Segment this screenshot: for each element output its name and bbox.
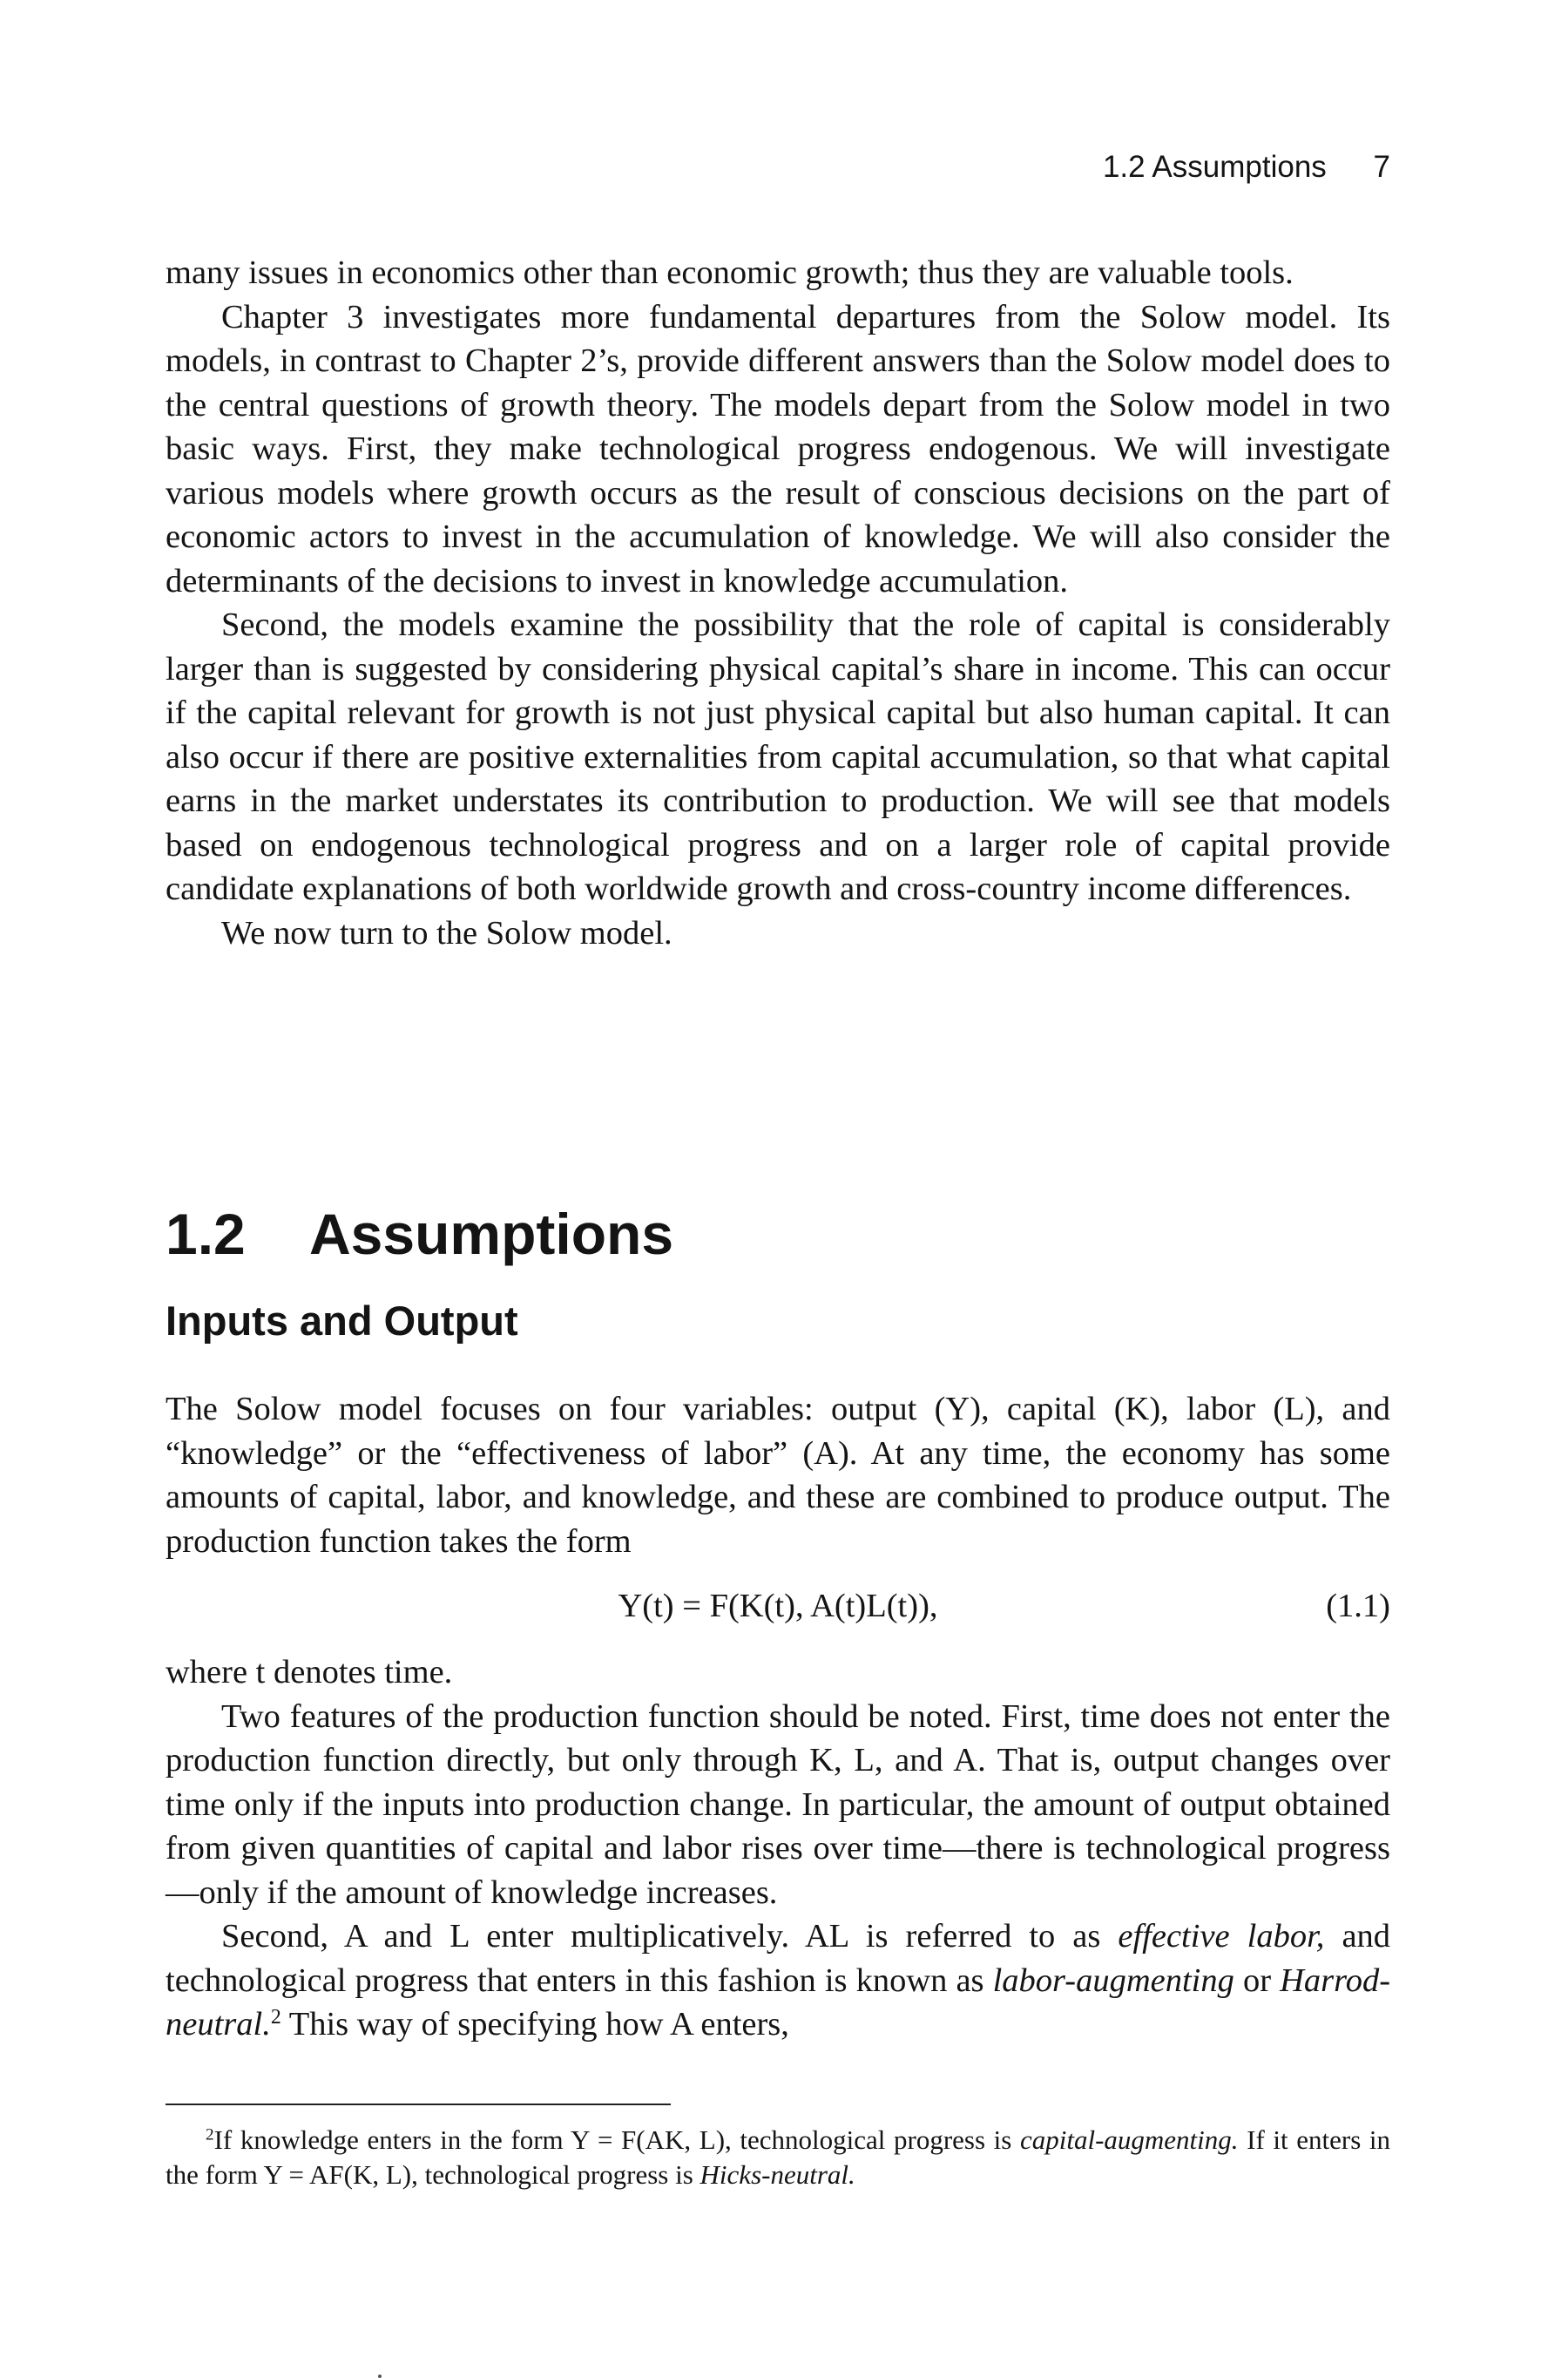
paragraph-where: where t denotes time. <box>166 1654 453 1690</box>
term-capital-augmenting: capital-augmenting. <box>1019 2124 1239 2155</box>
running-head-title: Assumptions <box>1152 150 1327 184</box>
section-title: Assumptions <box>309 1202 674 1266</box>
text-run: This way of specifying how A enters, <box>288 2006 789 2043</box>
running-head-section: 1.2 <box>1102 150 1146 184</box>
equation-body: Y(t) = F(K(t), A(t)L(t)), <box>618 1588 938 1624</box>
paragraph-features: Two features of the production function should be noted. First, time does not enter the production function directly, but only through K, L, and A. That is, output changes over time only if the inputs into production change. In particular, the amount of output obtained from given quantities of capital and labor rises over time—there is technological progress—only if the amount of knowledge increases. <box>166 1697 1390 1911</box>
equation-1-1 <box>166 1582 1390 1629</box>
subsection-heading: Inputs and Output <box>166 1297 518 1344</box>
footnote-rule <box>166 2104 671 2105</box>
footnote-2 <box>166 2123 1390 2192</box>
paragraph-inputs: The Solow model focuses on four variables: output (Y), capital (K), labor (L), and “knowledge” or the “effectiveness of labor” (A). At any time, the economy has some amounts of capital, labor, and knowledge, and these are combined to produce output. The production function takes the form <box>166 1391 1390 1560</box>
section-text <box>166 1387 1390 2047</box>
paragraph-continued: many issues in economics other than economic growth; thus they are valuable tools. <box>166 254 1294 291</box>
footnote-reference: 2 <box>270 2005 281 2029</box>
footnote-mark: 2 <box>206 2125 214 2144</box>
scan-speck <box>378 2375 382 2378</box>
paragraph-turn: We now turn to the Solow model. <box>221 914 672 952</box>
running-head <box>693 150 1390 185</box>
page-number: 7 <box>1373 150 1390 184</box>
section-heading <box>166 1199 673 1269</box>
paragraph-multiplicative <box>166 1914 1390 2047</box>
paragraph-chapter-3: Chapter 3 investigates more fundamental departures from the Solow model. Its models, in contrast to Chapter 2’s, provide different answers than the Solow model does to the central questions of growth theory. The models depart from the Solow model in two basic ways. First, they make technological progress endogenous. We will investigate various models where growth occurs as the result of conscious decisions on the part of economic actors to invest in the accumulation of knowledge. We will also consider the determinants of the decisions to invest in knowledge accumulation. <box>166 298 1390 600</box>
footnotes <box>166 2123 1390 2192</box>
term-hicks-neutral: Hicks-neutral. <box>700 2159 855 2190</box>
text-run: or <box>1242 1961 1272 1999</box>
term-effective-labor: effective labor, <box>1118 1918 1325 1955</box>
text-run: If knowledge enters in the form Y = F(AK, L), technological progress is <box>213 2124 1012 2155</box>
intro-text <box>166 251 1390 955</box>
section-number: 1.2 <box>166 1202 246 1266</box>
text-run: If it enters in the form Y = AF(K, L), technological progress is <box>166 2124 1391 2190</box>
term-labor-augmenting: labor-augmenting <box>992 1961 1234 1999</box>
equation-number: (1.1) <box>1326 1588 1390 1624</box>
paragraph-second: Second, the models examine the possibility that the role of capital is considerably larger than is suggested by considering physical capital’s share in income. This can occur if the capital relevant for growth is not just physical capital but also human capital. It can also occur if there are positive externalities from capital accumulation, so that what capital earns in the market understates its contribution to production. We will see that models based on endogenous technological progress and on a larger role of capital provide candidate explanations of both worldwide growth and cross-country income differences. <box>166 606 1390 907</box>
term-harrod-neutral: Harrod-neutral. <box>166 1961 1391 2043</box>
text-run: Second, A and L enter multiplicatively. AL is referred to as <box>221 1918 1101 1955</box>
text-run: and technological progress that enters in this fashion is known as <box>166 1918 1391 1999</box>
